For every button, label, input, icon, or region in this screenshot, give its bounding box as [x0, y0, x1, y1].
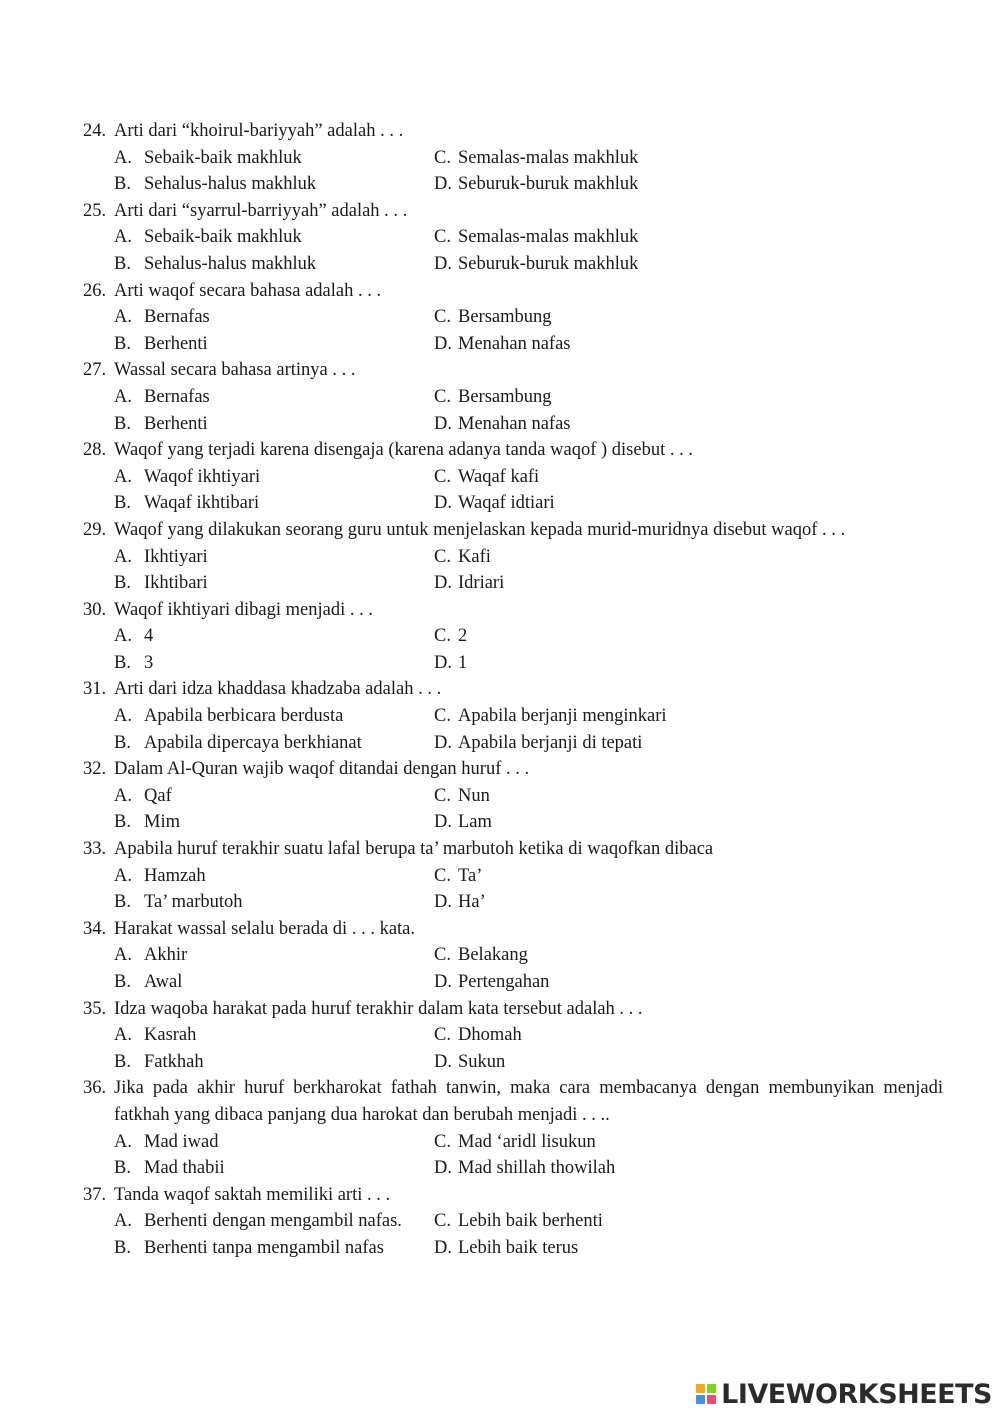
answer-option [114, 411, 434, 438]
answer-option [114, 1235, 434, 1262]
option-label: D. [434, 333, 452, 354]
option-label: B. [114, 174, 131, 195]
answer-option [114, 969, 434, 996]
question-text: Arti dari “syarrul-barriyyah” adalah . . . [114, 200, 408, 221]
option-text: Belakang [458, 945, 528, 966]
answer-option [434, 863, 482, 890]
option-label: B. [114, 333, 131, 354]
option-label: A. [114, 1025, 132, 1046]
option-row [83, 570, 943, 597]
answer-option [114, 145, 434, 172]
option-row [83, 1129, 943, 1156]
option-text: Ta’ marbutoh [144, 892, 243, 913]
option-row [83, 809, 943, 836]
question-27 [83, 357, 943, 384]
option-text: Bernafas [144, 386, 210, 407]
answer-option [434, 1129, 596, 1156]
option-text: Seburuk-buruk makhluk [458, 253, 639, 274]
liveworksheets-logo [696, 1378, 992, 1410]
option-row [83, 304, 943, 331]
option-text: Ikhtibari [144, 573, 208, 594]
option-text: Apabila berbicara berdusta [144, 706, 344, 727]
option-text: Nun [458, 785, 490, 806]
option-label: B. [114, 1051, 131, 1072]
option-text: Pertengahan [458, 972, 550, 992]
option-text: Berhenti dengan mengambil nafas. [144, 1211, 402, 1232]
option-row [83, 623, 943, 650]
option-label: C. [434, 1211, 451, 1232]
option-label: C. [434, 865, 451, 886]
option-label: D. [434, 732, 452, 753]
question-number: 29. [83, 519, 107, 540]
option-row [83, 490, 943, 517]
option-text: Bersambung [458, 386, 552, 407]
option-text: Ikhtiyari [144, 546, 208, 567]
option-label: D. [434, 1158, 452, 1179]
option-row [83, 969, 943, 996]
liveworksheets-mark-icon [696, 1384, 716, 1404]
answer-option [114, 1155, 434, 1182]
option-text: Mad thabii [144, 1158, 225, 1179]
option-row [83, 1155, 943, 1182]
option-text: Akhir [144, 945, 188, 966]
question-text: Wassal secara bahasa artinya . . . [114, 360, 356, 381]
option-text: Waqaf ikhtibari [144, 493, 260, 514]
option-label: B. [114, 1158, 131, 1179]
answer-option [114, 490, 434, 517]
answer-option [434, 145, 638, 172]
option-text: Ha’ [458, 892, 486, 913]
answer-option [114, 863, 434, 890]
question-number: 34. [83, 918, 107, 939]
answer-option [114, 809, 434, 836]
option-label: B. [114, 493, 131, 514]
option-text: Bernafas [144, 307, 210, 328]
option-text: 2 [458, 626, 468, 647]
option-text: Menahan nafas [458, 413, 571, 434]
option-label: B. [114, 652, 131, 673]
logo-square [696, 1384, 705, 1393]
option-text: Mad ‘aridl lisukun [458, 1131, 596, 1152]
answer-option [434, 650, 467, 677]
answer-option [114, 703, 434, 730]
option-text: Waqof ikhtiyari [144, 466, 261, 487]
question-33 [83, 836, 943, 863]
question-28 [83, 437, 943, 464]
question-number: 24. [83, 121, 107, 141]
answer-option [434, 490, 555, 517]
option-row [83, 464, 943, 491]
option-label: D. [434, 1237, 452, 1258]
option-row [83, 251, 943, 278]
question-number: 32. [83, 759, 107, 780]
answer-option [114, 1208, 434, 1235]
answer-option [434, 783, 490, 810]
option-label: B. [114, 732, 131, 753]
question-list [83, 118, 943, 1262]
option-row [83, 863, 943, 890]
option-text: Semalas-malas makhluk [458, 227, 639, 248]
logo-text: LIVEWORKSHEETS [721, 1378, 992, 1410]
question-31 [83, 676, 943, 703]
option-label: C. [434, 147, 451, 168]
answer-option [434, 1022, 522, 1049]
option-label: A. [114, 227, 132, 248]
option-row [83, 783, 943, 810]
option-text: 1 [458, 652, 468, 673]
option-text: Apabila berjanji di tepati [458, 732, 643, 753]
answer-option [434, 730, 642, 757]
option-label: A. [114, 1131, 132, 1152]
question-36 [83, 1075, 943, 1128]
answer-option [434, 251, 638, 278]
answer-option [434, 304, 552, 331]
option-text: Waqaf idtiari [458, 493, 555, 514]
answer-option [434, 331, 571, 358]
option-text: Semalas-malas makhluk [458, 147, 639, 168]
question-text: Arti dari “khoirul-bariyyah” adalah . . . [114, 121, 404, 141]
option-label: C. [434, 546, 451, 567]
answer-option [114, 251, 434, 278]
question-34 [83, 916, 943, 943]
option-label: A. [114, 466, 132, 487]
option-text: Sebaik-baik makhluk [144, 227, 302, 248]
answer-option [114, 650, 434, 677]
question-30 [83, 597, 943, 624]
option-text: Sehalus-halus makhluk [144, 174, 317, 195]
option-label: B. [114, 1237, 131, 1258]
option-row [83, 331, 943, 358]
question-26 [83, 278, 943, 305]
option-row [83, 171, 943, 198]
option-text: Ta’ [458, 865, 483, 886]
option-label: D. [434, 652, 452, 673]
question-text: Waqof yang terjadi karena disengaja (karena adanya tanda waqof ) disebut . . . [114, 440, 693, 461]
option-label: C. [434, 227, 451, 248]
question-text: Harakat wassal selalu berada di . . . kata. [114, 918, 416, 939]
answer-option [434, 411, 571, 438]
question-number: 28. [83, 440, 107, 461]
question-text: Idza waqoba harakat pada huruf terakhir dalam kata tersebut adalah . . . [114, 998, 643, 1019]
option-row [83, 224, 943, 251]
option-text: Seburuk-buruk makhluk [458, 174, 639, 195]
option-text: Hamzah [144, 865, 206, 886]
option-label: A. [114, 785, 132, 806]
question-number: 36. [83, 1078, 107, 1099]
answer-option [434, 969, 549, 996]
option-label: A. [114, 147, 132, 168]
answer-option [434, 1155, 615, 1182]
answer-option [434, 889, 486, 916]
answer-option [114, 224, 434, 251]
answer-option [114, 544, 434, 571]
question-text: Waqof ikhtiyari dibagi menjadi . . . [114, 599, 373, 620]
option-text: Fatkhah [144, 1051, 204, 1072]
option-text: Sehalus-halus makhluk [144, 253, 317, 274]
answer-option [114, 889, 434, 916]
option-row [83, 384, 943, 411]
logo-square [707, 1384, 716, 1393]
logo-square [696, 1395, 705, 1404]
option-row [83, 1235, 943, 1262]
logo-square [707, 1395, 716, 1404]
answer-option [114, 1049, 434, 1076]
option-row [83, 145, 943, 172]
answer-option [114, 623, 434, 650]
option-label: B. [114, 573, 131, 594]
question-text: Waqof yang dilakukan seorang guru untuk menjelaskan kepada murid-muridnya disebut waqof . . . [114, 519, 846, 540]
option-label: C. [434, 1131, 451, 1152]
option-text: 3 [144, 652, 154, 673]
option-label: D. [434, 573, 452, 594]
answer-option [434, 809, 492, 836]
option-row [83, 730, 943, 757]
question-32 [83, 756, 943, 783]
question-text: Dalam Al-Quran wajib waqof ditandai dengan huruf . . . [114, 759, 530, 780]
option-text: Mad shillah thowilah [458, 1158, 616, 1179]
option-text: Berhenti tanpa mengambil nafas [144, 1237, 384, 1258]
question-35 [83, 996, 943, 1023]
answer-option [114, 783, 434, 810]
option-label: D. [434, 1051, 452, 1072]
option-label: C. [434, 1025, 451, 1046]
option-row [83, 411, 943, 438]
question-number: 26. [83, 280, 107, 301]
option-label: A. [114, 945, 132, 966]
option-row [83, 1208, 943, 1235]
answer-option [434, 384, 552, 411]
option-label: C. [434, 307, 451, 328]
answer-option [114, 171, 434, 198]
option-label: D. [434, 812, 452, 833]
answer-option [434, 1235, 578, 1262]
question-25 [83, 198, 943, 225]
option-text: Berhenti [144, 413, 208, 434]
option-text: Awal [144, 972, 183, 992]
question-number: 25. [83, 200, 107, 221]
question-number: 31. [83, 679, 107, 700]
option-label: D. [434, 253, 452, 274]
question-text: Apabila huruf terakhir suatu lafal berupa ta’ marbutoh ketika di waqofkan dibaca [114, 839, 714, 860]
answer-option [114, 331, 434, 358]
option-row [83, 650, 943, 677]
option-label: A. [114, 706, 132, 727]
answer-option [434, 623, 467, 650]
question-number: 33. [83, 839, 107, 860]
option-text: Menahan nafas [458, 333, 571, 354]
answer-option [114, 1022, 434, 1049]
option-text: Lebih baik berhenti [458, 1211, 603, 1232]
option-text: Lebih baik terus [458, 1237, 579, 1258]
question-text: Arti waqof secara bahasa adalah . . . [114, 280, 382, 301]
option-label: C. [434, 785, 451, 806]
option-text: Mim [144, 812, 180, 833]
question-24 [83, 118, 943, 145]
option-text: Kasrah [144, 1025, 197, 1046]
answer-option [114, 384, 434, 411]
answer-option [434, 1049, 505, 1076]
option-label: D. [434, 493, 452, 514]
option-label: A. [114, 386, 132, 407]
option-text: Waqaf kafi [458, 466, 540, 487]
option-label: C. [434, 466, 451, 487]
option-text: Kafi [458, 546, 491, 567]
option-label: A. [114, 1211, 132, 1232]
question-37 [83, 1182, 943, 1209]
option-text: Bersambung [458, 307, 552, 328]
option-label: A. [114, 546, 132, 567]
option-row [83, 544, 943, 571]
option-label: D. [434, 174, 452, 195]
option-label: A. [114, 626, 132, 647]
option-row [83, 1049, 943, 1076]
option-row [83, 942, 943, 969]
option-label: C. [434, 386, 451, 407]
option-text: 4 [144, 626, 154, 647]
option-label: A. [114, 307, 132, 328]
question-text: Arti dari idza khaddasa khadzaba adalah . . . [114, 679, 442, 700]
question-number: 37. [83, 1184, 107, 1205]
option-text: Dhomah [458, 1025, 522, 1046]
answer-option [434, 171, 638, 198]
option-row [83, 703, 943, 730]
option-label: C. [434, 626, 451, 647]
option-label: D. [434, 892, 452, 913]
option-text: Mad iwad [144, 1131, 219, 1152]
answer-option [434, 1208, 603, 1235]
option-row [83, 1022, 943, 1049]
option-label: D. [434, 972, 452, 992]
answer-option [114, 942, 434, 969]
option-label: C. [434, 706, 451, 727]
option-label: B. [114, 253, 131, 274]
question-number: 27. [83, 360, 107, 381]
option-text: Qaf [144, 785, 172, 806]
option-text: Sukun [458, 1051, 506, 1072]
option-label: A. [114, 865, 132, 886]
answer-option [114, 570, 434, 597]
option-label: B. [114, 972, 131, 992]
answer-option [114, 304, 434, 331]
question-29 [83, 517, 943, 544]
answer-option [434, 544, 491, 571]
option-label: B. [114, 413, 131, 434]
option-text: Idriari [458, 573, 505, 594]
question-number: 35. [83, 998, 107, 1019]
answer-option [114, 464, 434, 491]
answer-option [434, 570, 504, 597]
option-text: Sebaik-baik makhluk [144, 147, 302, 168]
answer-option [434, 224, 638, 251]
option-label: D. [434, 413, 452, 434]
option-label: B. [114, 812, 131, 833]
answer-option [434, 703, 667, 730]
option-row [83, 889, 943, 916]
question-text: Tanda waqof saktah memiliki arti . . . [114, 1184, 391, 1205]
option-text: Apabila berjanji menginkari [458, 706, 667, 727]
answer-option [114, 730, 434, 757]
question-number: 30. [83, 599, 107, 620]
answer-option [434, 464, 539, 491]
option-label: B. [114, 892, 131, 913]
option-text: Berhenti [144, 333, 208, 354]
option-text: Apabila dipercaya berkhianat [144, 732, 362, 753]
answer-option [114, 1129, 434, 1156]
option-label: C. [434, 945, 451, 966]
option-text: Lam [458, 812, 492, 833]
answer-option [434, 942, 528, 969]
question-text: Jika pada akhir huruf berkharokat fathah tanwin, maka cara membacanya dengan membunyikan menjadi fatkhah yang dibaca panjang dua harokat dan berubah menjadi . . .. [114, 1078, 943, 1125]
